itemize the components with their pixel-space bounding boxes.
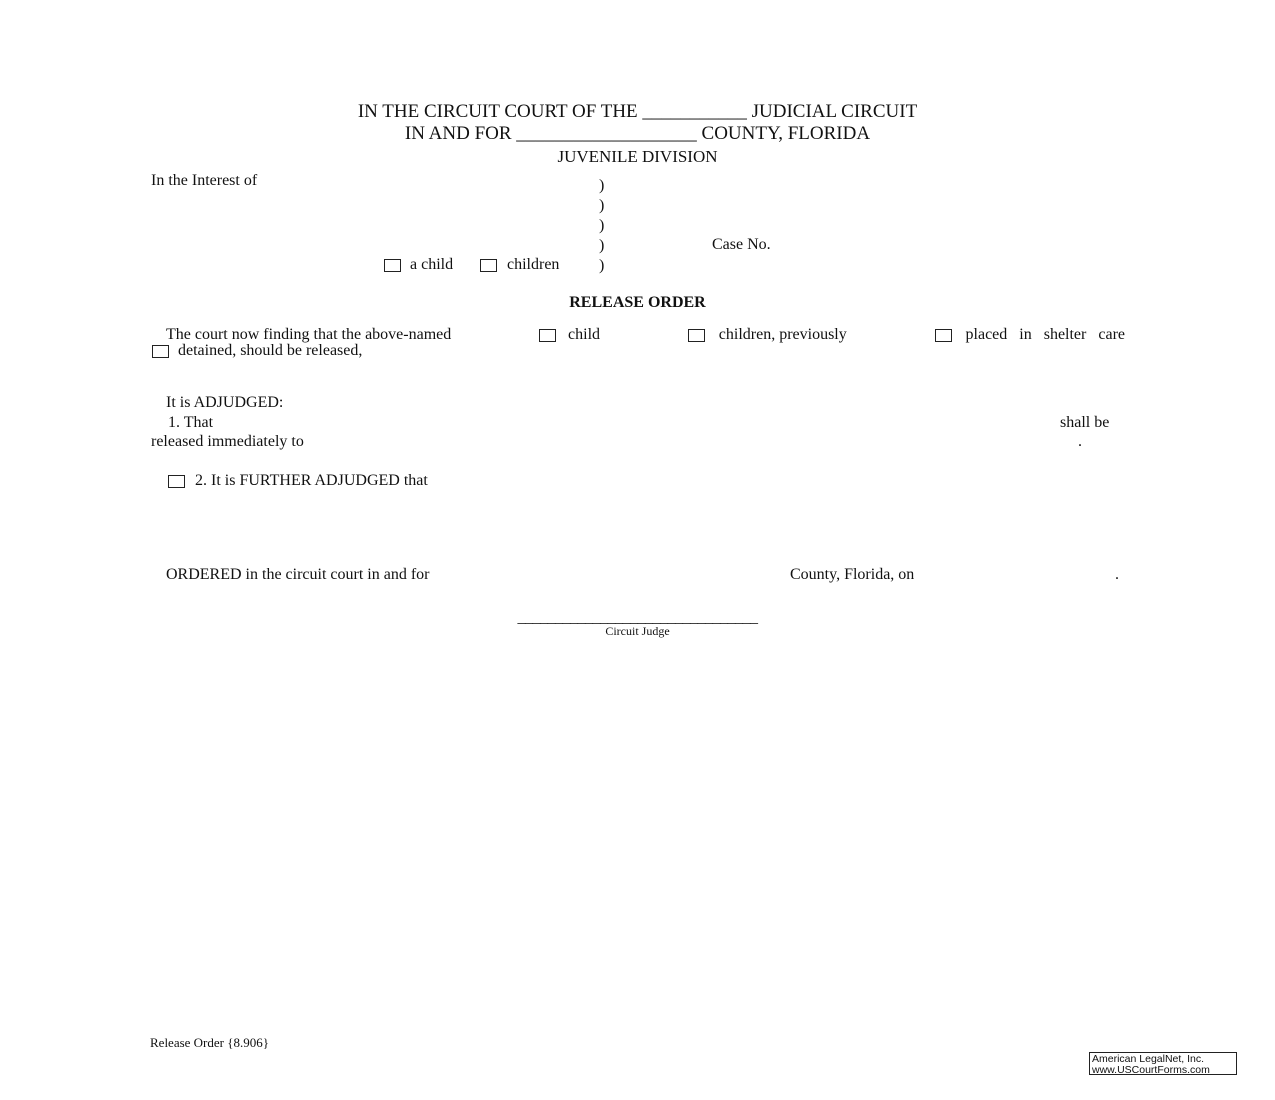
detained-label: detained, should be released,	[178, 342, 363, 359]
finding-child-label: child	[568, 326, 601, 343]
finding-child-checkbox[interactable]	[539, 329, 556, 342]
ordered-period: .	[1115, 566, 1119, 583]
placed-shelter-checkbox[interactable]	[935, 329, 952, 342]
signature-label: Circuit Judge	[605, 624, 670, 638]
item1-period: .	[1078, 433, 1082, 450]
a-child-checkbox[interactable]	[384, 259, 401, 272]
court-header-line2: IN AND FOR ___________________ COUNTY, FLORIDA	[404, 123, 871, 144]
further-adjudged-checkbox[interactable]	[168, 475, 185, 488]
item1-suffix: shall be	[1060, 414, 1110, 431]
caption-paren: )	[599, 197, 605, 214]
caption-paren: )	[599, 257, 605, 274]
caption-paren: )	[599, 217, 605, 234]
finding-children-checkbox[interactable]	[688, 329, 705, 342]
ordered-county-text: County, Florida, on	[790, 566, 915, 583]
division-label: JUVENILE DIVISION	[557, 147, 718, 166]
ordered-text: ORDERED in the circuit court in and for	[166, 566, 430, 583]
finding-placed-option	[935, 326, 1125, 344]
placed-shelter-label: placed in shelter care	[965, 326, 1125, 343]
document-title: RELEASE ORDER	[569, 294, 706, 311]
children-checkbox[interactable]	[480, 259, 497, 272]
signature-line: ________________________________	[517, 609, 758, 626]
caption-paren: )	[599, 177, 605, 194]
publisher-name: American LegalNet, Inc.	[1092, 1053, 1205, 1065]
finding-text: The court now finding that the above-named	[166, 326, 452, 343]
publisher-stamp	[1089, 1052, 1237, 1075]
form-name: Release Order {8.906}	[150, 1035, 269, 1050]
detained-checkbox[interactable]	[152, 345, 169, 358]
adjudged-heading: It is ADJUDGED:	[166, 394, 284, 411]
item1-line2: released immediately to	[151, 433, 304, 450]
a-child-label: a child	[410, 256, 454, 273]
finding-child-option	[539, 326, 600, 344]
item1-prefix: 1. That	[168, 414, 214, 431]
finding-children-option	[688, 326, 847, 344]
further-adjudged-label: 2. It is FURTHER ADJUDGED that	[195, 472, 428, 489]
finding-children-label: children, previously	[718, 326, 847, 343]
court-header-line1: IN THE CIRCUIT COURT OF THE ___________ JUDICIAL CIRCUIT	[357, 101, 918, 122]
case-number-label: Case No.	[712, 236, 771, 253]
children-label: children	[507, 256, 560, 273]
publisher-url: www.USCourtForms.com	[1092, 1063, 1210, 1076]
caption-paren: )	[599, 237, 605, 254]
interest-label: In the Interest of	[151, 172, 258, 189]
